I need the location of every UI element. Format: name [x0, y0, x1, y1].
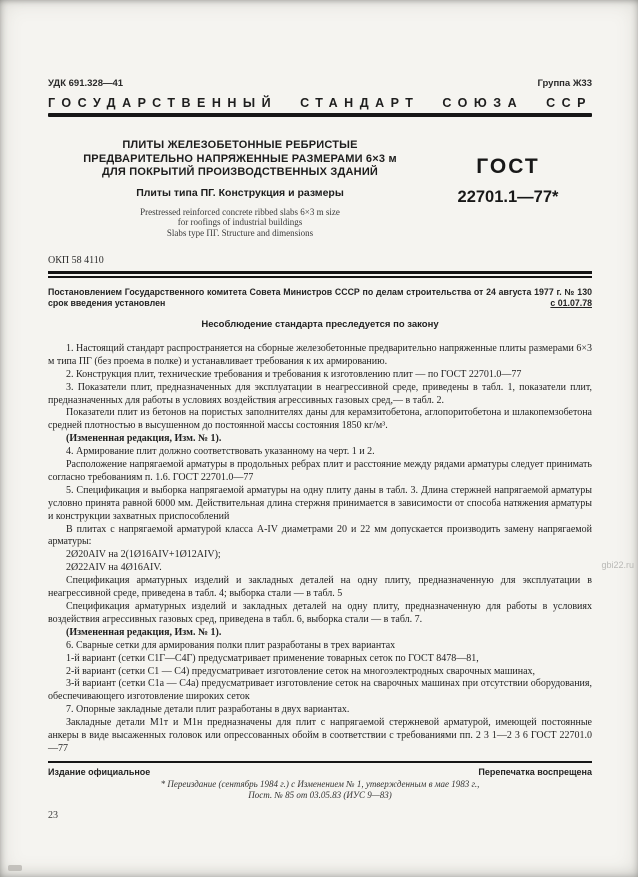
- page-number: 23: [48, 809, 58, 821]
- group-code: Группа Ж33: [537, 78, 592, 89]
- body-text: [48, 343, 592, 756]
- rebar-substitution-1: 2Ø20АIV на 2(1Ø16АIV+1Ø12АIV);: [66, 549, 221, 561]
- header-rule: [48, 113, 592, 117]
- decree-block: [48, 287, 592, 310]
- watermark: gbi22.ru: [601, 560, 634, 570]
- law-notice: Несоблюдение стандарта преследуется по закону: [201, 318, 439, 330]
- section-divider: [48, 271, 592, 278]
- rebar-substitution-2: 2Ø22АIV на 4Ø16АIV.: [66, 562, 162, 574]
- title-en-line-3: Slabs type ПГ. Structure and dimensions: [166, 228, 314, 239]
- udk-code: УДК 691.328—41: [48, 78, 124, 89]
- gost-number: 22701.1—77*: [457, 188, 559, 206]
- footer-row: [48, 767, 592, 777]
- body-paragraph: 2. Конструкция плит, технические требования и требования к изготовлению плит — по ГОСТ 22701.0—77: [66, 368, 522, 380]
- amendment-note: (Измененная редакция, Изм. № 1).: [66, 626, 222, 638]
- footer-rule: [48, 761, 592, 763]
- okp-code: ОКП 58 4110: [48, 254, 104, 266]
- reissue-footnote: [48, 779, 592, 801]
- amendment-note: (Измененная редакция, Изм. № 1).: [66, 433, 222, 445]
- body-paragraph: 3. Показатели плит, предназначенных для эксплуатации в неагрессивной среде, приведены в табл. 1, показатели плит, предназначенных для работы в условиях воздействия агрессивных газовых сред,— в табл. 2.: [48, 381, 592, 406]
- gost-label: ГОСТ: [476, 155, 540, 178]
- reprint-prohibited-label: Перепечатка воспрещена: [478, 766, 592, 777]
- effective-date: с 01.07.78: [550, 298, 592, 309]
- body-paragraph: Расположение напрягаемой арматуры в продольных ребрах плит и расстояние между рядами арматуры следует принимать согласно требованиям п. 1.6. ГОСТ 22701.0—77: [48, 459, 592, 483]
- title-left: [48, 139, 424, 239]
- footnote-line-2: Пост. № 85 от 03.05.83 (ИУС 9—83): [248, 789, 392, 800]
- footnote-line-1: * Переиздание (сентябрь 1984 г.) с Изменением № 1, утвержденным в мае 1983 г.,: [160, 778, 480, 789]
- title-block: [48, 139, 592, 239]
- decree-text: Постановлением Государственного комитета Совета Министров СССР по делам строительства от 24 августа 1977 г. № 130: [48, 286, 592, 297]
- body-paragraph: 6. Сварные сетки для армирования полки плит разработаны в трех вариантах: [66, 639, 396, 651]
- title-english: [62, 207, 418, 239]
- body-paragraph: 2-й вариант (сетки С1 — С4) предусматривает изготовление сеток на многоэлектродных сварочных машинах,: [66, 665, 536, 677]
- gost-designation: [424, 139, 592, 239]
- meta-row: [48, 78, 592, 89]
- scan-artifact: [8, 865, 22, 871]
- standard-header: ГОСУДАРСТВЕННЫЙ СТАНДАРТ СОЮЗА ССР: [48, 96, 592, 110]
- document-title: [62, 139, 418, 180]
- body-paragraph: 7. Опорные закладные детали плит разработаны в двух вариантах.: [66, 704, 350, 716]
- body-paragraph: В плитах с напрягаемой арматурой класса А-IV диаметрами 20 и 22 мм допускается производить замену напрягаемой арматуры:: [48, 523, 592, 548]
- body-paragraph: 1. Настоящий стандарт распространяется на сборные железобетонные предварительно напряженные плиты размерами 6×3 м типа ПГ (без проема в полке) и устанавливает требования к их армированию.: [48, 342, 592, 367]
- title-line-2: ПРЕДВАРИТЕЛЬНО НАПРЯЖЕННЫЕ РАЗМЕРАМИ 6×3 м: [83, 152, 397, 165]
- decree-term: срок введения установлен: [48, 298, 166, 309]
- title-line-3: ДЛЯ ПОКРЫТИЙ ПРОИЗВОДСТВЕННЫХ ЗДАНИЙ: [101, 166, 379, 178]
- official-edition-label: Издание официальное: [48, 766, 151, 777]
- body-paragraph: 5. Спецификация и выборка напрягаемой арматуры на одну плиту даны в табл. 3. Длина стержней напрягаемой арматуры условно принята равной 6000 мм. Действительная длина стержня принимается в зависимости от способа натяжения арматуры и конструкции захватных приспособлений: [48, 484, 592, 522]
- body-paragraph: 3-й вариант (сетки С1а — С4а) предусматривает изготовление сеток на сварочных машинах при отсутствии оборудования, обеспечивающего изготовление широких сеток: [48, 678, 592, 703]
- body-paragraph: Спецификация арматурных изделий и закладных деталей на одну плиту, предназначенную для эксплуатации в неагрессивной среде, приведена в табл. 4; выборка стали — в табл. 5: [48, 575, 592, 600]
- title-en-line-1: Prestressed reinforced concrete ribbed slabs 6×3 m size: [140, 206, 340, 217]
- title-line-1: ПЛИТЫ ЖЕЛЕЗОБЕТОННЫЕ РЕБРИСТЫЕ: [122, 139, 358, 151]
- body-paragraph: Закладные детали М1т и М1н предназначены для плит с напрягаемой стержневой арматурой, имеющей постоянные анкеры в виде высаженных головок или опрессованных обойм в соответствии с требованиями пп. 2 3 1—2 3 6 ГОСТ 22701.0—77: [48, 717, 592, 754]
- body-paragraph: Спецификация арматурных изделий и закладных деталей на одну плиту, предназначенную для работы в условиях воздействия агрессивных газовых сред, приведена в табл. 6, выборка стали — в табл. 7.: [48, 601, 592, 625]
- body-paragraph: Показатели плит из бетонов на пористых заполнителях даны для керамзитобетона, аглопоритобетона и шлакопемзобетона средней плотностью в высушенном до постоянной массы состояния 1850 кг/м³.: [48, 407, 592, 432]
- body-paragraph: 4. Армирование плит должно соответствовать указанному на черт. 1 и 2.: [66, 446, 375, 458]
- title-subtitle: Плиты типа ПГ. Конструкция и размеры: [136, 186, 344, 199]
- title-en-line-2: for roofings of industrial buildings: [177, 217, 303, 228]
- body-paragraph: 1-й вариант (сетки С1Г—С4Г) предусматривает применение товарных сеток по ГОСТ 8478—81,: [66, 652, 479, 664]
